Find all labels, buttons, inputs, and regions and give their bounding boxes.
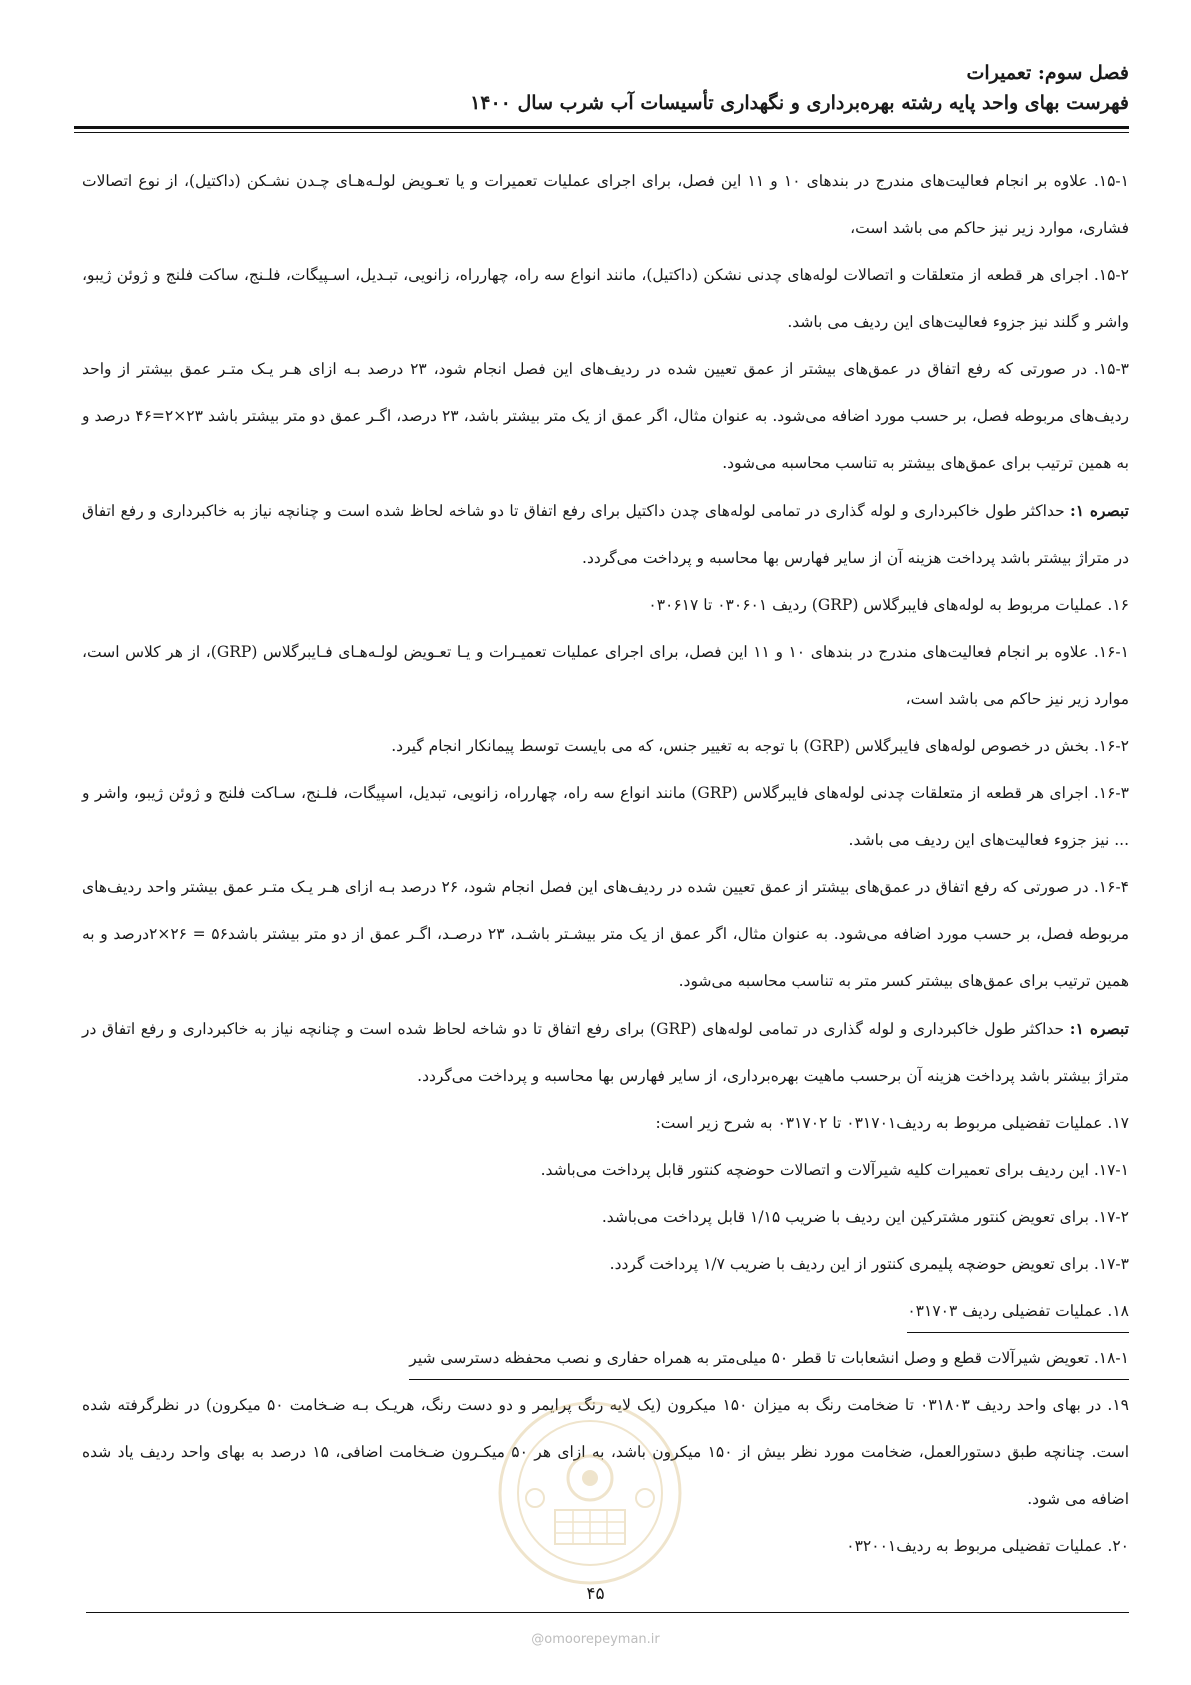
paragraph-18-1-row: [82, 1335, 1129, 1382]
note-label: تبصره ۱:: [1070, 501, 1129, 520]
paragraph-17: ۱۷. عملیات تفضیلی مربوط به ردیف۰۳۱۷۰۱ تا ۰۳۱۷۰۲ به شرح زیر است:: [655, 1114, 1129, 1132]
paragraph-15-2: ۱۵-۲. اجرای هر قطعه از متعلقات و اتصالات لوله‌های چدنی نشکن (داکتیل)، مانند انواع سه راه، چهارراه، زانویی، تبـدیل، اسـپیگات، فلـنج، ساکت فلنج و ژوئن ژیبو، واشر و گلند نیز جزوء فعالیت‌های این ردیف می باشد.: [82, 266, 1129, 331]
note-15: [82, 487, 1129, 582]
paragraph-15-1: ۱۵-۱. علاوه بر انجام فعالیت‌های مندرج در بندهای ۱۰ و ۱۱ این فصل، برای اجرای عملیات تعمیرات و یا تعـویض لولـه‌هـای چـدن نشـکن (داکتیل)، از نوع اتصالات فشاری، موارد زیر نیز حاکم می باشد است،: [82, 172, 1129, 237]
document-body: [82, 158, 1129, 1570]
footer-rule: [86, 1612, 1129, 1613]
chapter-title: فصل سوم: تعمیرات: [966, 62, 1129, 84]
paragraph-17-1: ۱۷-۱. این ردیف برای تعمیرات کلیه شیرآلات و اتصالات حوضچه کنتور قابل پرداخت می‌باشد.: [540, 1161, 1129, 1179]
seal-stamp-icon: [495, 1398, 685, 1588]
note-label: تبصره ۱:: [1069, 1019, 1129, 1038]
paragraph-15-3: ۱۵-۳. در صورتی که رفع اتفاق در عمق‌های بیشتر از عمق تعیین شده در ردیف‌های این فصل انجام شود، ۲۳ درصد بـه ازای هـر یـک متـر عمق بیشتر از واحد ردیف‌های مربوطه فصل، بر حسب مورد اضافه می‌شود. به عنوان مثال، اگر عمق از یک متر بیشتر باشد، ۲۳ درصد، اگـر عمق دو متر بیشتر باشد ۲۳×۲=۴۶ درصد و به همین ترتیب برای عمق‌های بیشتر به تناسب محاسبه می‌شود.: [82, 360, 1130, 472]
header-rule-thin: [74, 132, 1129, 133]
paragraph-17-3: ۱۷-۳. برای تعویض حوضچه پلیمری کنتور از این ردیف با ضریب ۱/۷ پرداخت گردد.: [609, 1255, 1129, 1273]
paragraph-18: ۱۸. عملیات تفضیلی ردیف ۰۳۱۷۰۳: [907, 1290, 1129, 1333]
paragraph-20: ۲۰. عملیات تفضیلی مربوط به ردیف۰۳۲۰۰۱: [846, 1537, 1129, 1555]
document-title: فهرست بهای واحد پایه رشته بهره‌برداری و نگهداری تأسیسات آب شرب سال ۱۴۰۰: [470, 92, 1129, 114]
site-watermark: @omoorepeyman.ir: [531, 1632, 660, 1647]
page-header: [62, 58, 1129, 118]
paragraph-16-3: ۱۶-۳. اجرای هر قطعه از متعلقات چدنی لوله‌های فایبرگلاس (GRP) مانند انواع سه راه، چهارراه، زانویی، تبدیل، اسپیگات، فلـنج، سـاکت فلنج و ژوئن ژیبو، واشر و ... نیز جزوء فعالیت‌های این ردیف می باشد.: [82, 784, 1129, 849]
paragraph-16-1: ۱۶-۱. علاوه بر انجام فعالیت‌های مندرج در بندهای ۱۰ و ۱۱ این فصل، برای اجرای عملیات تعمیـرات و یـا تعـویض لولـه‌هـای فـایبرگلاس (GRP)، از هر کلاس است، موارد زیر نیز حاکم می باشد است،: [82, 643, 1129, 708]
paragraph-17-2: ۱۷-۲. برای تعویض کنتور مشترکین این ردیف با ضریب ۱/۱۵ قابل پرداخت می‌باشد.: [601, 1208, 1129, 1226]
paragraph-16-2: ۱۶-۲. بخش در خصوص لوله‌های فایبرگلاس (GRP) با توجه به تغییر جنس، که می بایست توسط پیمانکار انجام گیرد.: [391, 737, 1129, 755]
paragraph-16-4: ۱۶-۴. در صورتی که رفع اتفاق در عمق‌های بیشتر از عمق تعیین شده در ردیف‌های این فصل انجام شود، ۲۶ درصد بـه ازای هـر یـک متـر عمق بیشتر واحد ردیف‌های مربوطه فصل، بر حسب مورد اضافه می‌شود. به عنوان مثال، اگر عمق از یک متر بیشـتر باشـد، ۲۳ درصـد، اگـر عمق از دو متر بیشتر باشد۵۶ = ۲۶×۲درصد و به همین ترتیب برای عمق‌های بیشتر کسر متر به تناسب محاسبه می‌شود.: [82, 878, 1130, 990]
note-16: [82, 1005, 1129, 1100]
note-text: حداکثر طول خاکبرداری و لوله گذاری در تمامی لوله‌های (GRP) برای رفع اتفاق تا دو شاخه لحاظ شده است و چنانچه نیاز به خاکبرداری و رفع اتفاق در متراژ بیشتر باشد پرداخت هزینه آن برحسب ماهیت بهره‌برداری، از سایر فهارس بها محاسبه و پرداخت می‌گردد.: [82, 1020, 1129, 1085]
paragraph-18-1: ۱۸-۱. تعویض شیرآلات قطع و وصل انشعابات تا قطر ۵۰ میلی‌متر به همراه حفاری و نصب محفظه دسترسی شیر: [409, 1337, 1129, 1380]
paragraph-16: ۱۶. عملیات مربوط به لوله‌های فایبرگلاس (GRP) ردیف ۰۳۰۶۰۱ تا ۰۳۰۶۱۷: [648, 596, 1129, 614]
paragraph-18-row: [82, 1288, 1129, 1335]
page-number: ۴۵: [586, 1584, 605, 1604]
paragraph-19: ۱۹. در بهای واحد ردیف ۰۳۱۸۰۳ تا ضخامت رنگ به میزان ۱۵۰ میکرون (یک لایه رنگ پرایمر و دو دست رنگ، هریـک بـه ضـخامت ۵۰ میکرون) در نظرگرفته شده است. چنانچه طبق دستورالعمل، ضخامت مورد نظر بیش از ۱۵۰ میکرون باشد، به ازای هر ۵۰ میکـرون ضـخامت اضافی، ۱۵ درصد به بهای واحد ردیف یاد شده اضافه می شود.: [82, 1396, 1129, 1508]
header-rule-thick: [74, 126, 1129, 129]
note-text: حداکثر طول خاکبرداری و لوله گذاری در تمامی لوله‌های چدن داکتیل برای رفع اتفاق تا دو شاخه لحاظ شده است و چنانچه نیاز به خاکبرداری و رفع اتفاق در متراژ بیشتر باشد پرداخت هزینه آن از سایر فهارس بها محاسبه و پرداخت می‌گردد.: [82, 502, 1129, 567]
